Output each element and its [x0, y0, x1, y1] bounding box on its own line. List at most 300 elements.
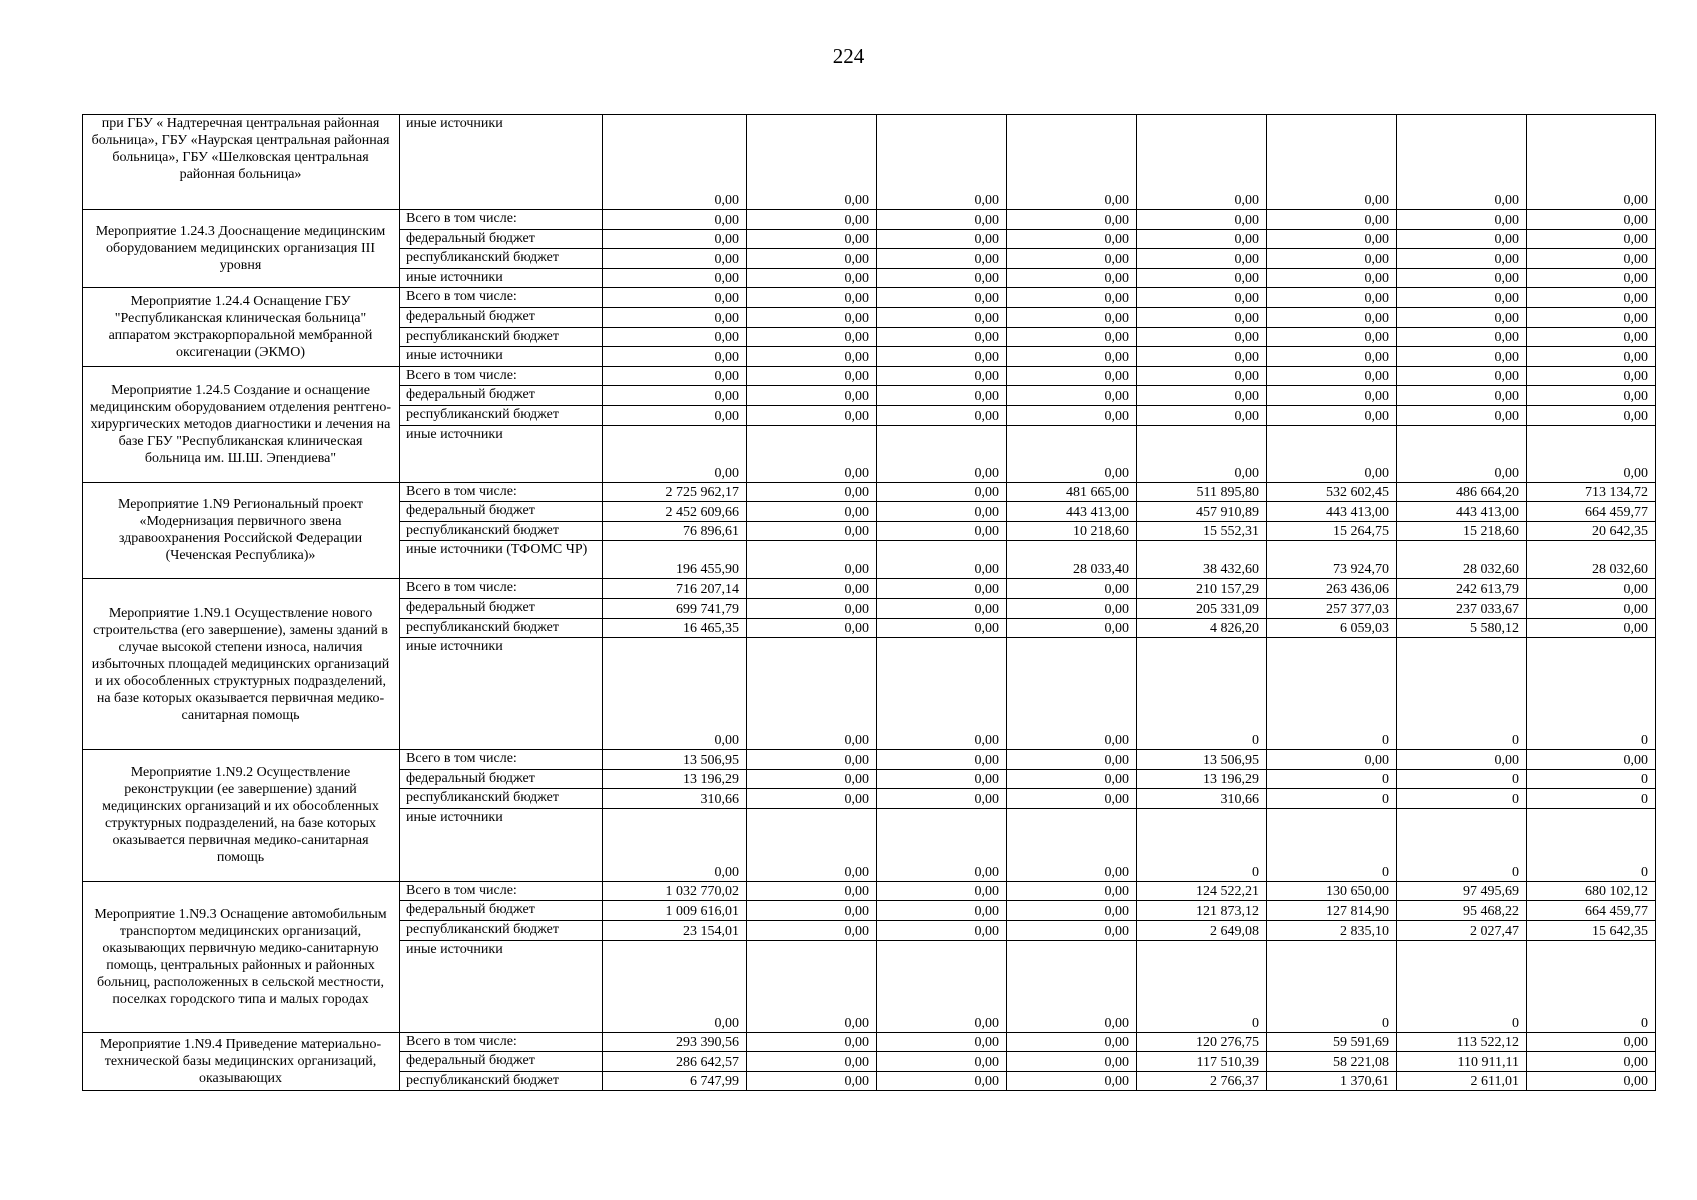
amount-cell: 0,00	[1007, 1071, 1137, 1091]
amount-cell: 0,00	[747, 210, 877, 230]
amount-cell: 0,00	[1007, 288, 1137, 308]
funding-source: федеральный бюджет	[400, 598, 603, 618]
funding-source: республиканский бюджет	[400, 921, 603, 941]
amount-cell: 28 032,60	[1397, 541, 1527, 579]
amount-cell: 0,00	[1527, 425, 1656, 482]
amount-cell: 0,00	[1137, 386, 1267, 406]
funding-source: иные источники	[400, 347, 603, 367]
table-row	[83, 750, 1656, 770]
amount-cell: 76 896,61	[603, 521, 747, 541]
amount-cell: 0,00	[603, 347, 747, 367]
amount-cell: 2 766,37	[1137, 1071, 1267, 1091]
amount-cell: 4 826,20	[1137, 618, 1267, 638]
amount-cell: 532 602,45	[1267, 482, 1397, 502]
funding-source: иные источники	[400, 425, 603, 482]
funding-source: Всего в том числе:	[400, 210, 603, 230]
amount-cell: 0,00	[877, 598, 1007, 618]
amount-cell: 0	[1527, 940, 1656, 1032]
amount-cell: 310,66	[603, 789, 747, 809]
amount-cell: 0,00	[747, 1052, 877, 1072]
amount-cell: 0,00	[877, 425, 1007, 482]
amount-cell: 443 413,00	[1267, 502, 1397, 522]
amount-cell: 5 580,12	[1397, 618, 1527, 638]
amount-cell: 13 196,29	[1137, 769, 1267, 789]
amount-cell: 0,00	[877, 405, 1007, 425]
amount-cell: 0,00	[1267, 405, 1397, 425]
amount-cell: 237 033,67	[1397, 598, 1527, 618]
amount-cell: 0	[1397, 940, 1527, 1032]
amount-cell: 15 642,35	[1527, 921, 1656, 941]
funding-source: федеральный бюджет	[400, 901, 603, 921]
amount-cell: 0,00	[747, 541, 877, 579]
table-row	[83, 288, 1656, 308]
amount-cell: 6 059,03	[1267, 618, 1397, 638]
amount-cell: 680 102,12	[1527, 881, 1656, 901]
table-row	[83, 115, 1656, 210]
amount-cell: 0,00	[1007, 115, 1137, 210]
amount-cell: 0,00	[877, 347, 1007, 367]
amount-cell: 130 650,00	[1267, 881, 1397, 901]
activity-title: Мероприятие 1.N9 Региональный проект «Модернизация первичного звена здравоохранения Российской Федерации (Чеченская Республика)»	[83, 482, 400, 579]
amount-cell: 0,00	[747, 307, 877, 327]
amount-cell: 0,00	[1397, 229, 1527, 249]
amount-cell: 1 009 616,01	[603, 901, 747, 921]
amount-cell: 0,00	[1007, 327, 1137, 347]
amount-cell: 0,00	[1267, 210, 1397, 230]
amount-cell: 0	[1267, 808, 1397, 881]
amount-cell: 1 032 770,02	[603, 881, 747, 901]
funding-source: республиканский бюджет	[400, 521, 603, 541]
amount-cell: 0,00	[1527, 1052, 1656, 1072]
amount-cell: 205 331,09	[1137, 598, 1267, 618]
amount-cell: 0	[1137, 638, 1267, 750]
amount-cell: 2 649,08	[1137, 921, 1267, 941]
funding-source: иные источники	[400, 638, 603, 750]
amount-cell: 0	[1267, 638, 1397, 750]
amount-cell: 286 642,57	[603, 1052, 747, 1072]
amount-cell: 0,00	[1397, 386, 1527, 406]
funding-source: республиканский бюджет	[400, 405, 603, 425]
amount-cell: 242 613,79	[1397, 579, 1527, 599]
amount-cell: 0	[1527, 638, 1656, 750]
amount-cell: 0,00	[1007, 579, 1137, 599]
amount-cell: 0,00	[1527, 405, 1656, 425]
funding-source: Всего в том числе:	[400, 482, 603, 502]
table-row	[83, 210, 1656, 230]
amount-cell: 0,00	[1397, 425, 1527, 482]
amount-cell: 58 221,08	[1267, 1052, 1397, 1072]
amount-cell: 0,00	[747, 579, 877, 599]
amount-cell: 0,00	[1007, 901, 1137, 921]
amount-cell: 0,00	[1137, 405, 1267, 425]
activity-title: Мероприятие 1.N9.3 Оснащение автомобильным транспортом медицинских организаций, оказывающих первичную медико-санитарную помощь, центральных районных и районных больниц, расположенных в сельской местности, поселках городского типа и малых городах	[83, 881, 400, 1032]
amount-cell: 0,00	[877, 366, 1007, 386]
amount-cell: 0,00	[1007, 210, 1137, 230]
amount-cell: 486 664,20	[1397, 482, 1527, 502]
amount-cell: 0,00	[1267, 288, 1397, 308]
amount-cell: 0,00	[1007, 307, 1137, 327]
amount-cell: 120 276,75	[1137, 1032, 1267, 1052]
amount-cell: 0,00	[1007, 366, 1137, 386]
amount-cell: 0,00	[1007, 638, 1137, 750]
activity-title: при ГБУ « Надтеречная центральная районная больница», ГБУ «Наурская центральная районная больница», ГБУ «Шелковская центральная районная больница»	[83, 115, 400, 210]
amount-cell: 0,00	[1137, 115, 1267, 210]
amount-cell: 0,00	[1007, 405, 1137, 425]
amount-cell: 0,00	[1137, 307, 1267, 327]
amount-cell: 0	[1397, 638, 1527, 750]
amount-cell: 0,00	[747, 347, 877, 367]
amount-cell: 0,00	[747, 789, 877, 809]
amount-cell: 0,00	[747, 921, 877, 941]
amount-cell: 0,00	[747, 598, 877, 618]
amount-cell: 0,00	[877, 327, 1007, 347]
funding-source: республиканский бюджет	[400, 249, 603, 269]
amount-cell: 0,00	[1267, 750, 1397, 770]
amount-cell: 0,00	[877, 618, 1007, 638]
amount-cell: 0,00	[603, 288, 747, 308]
amount-cell: 0,00	[1527, 288, 1656, 308]
amount-cell: 0,00	[877, 502, 1007, 522]
amount-cell: 0	[1137, 940, 1267, 1032]
amount-cell: 117 510,39	[1137, 1052, 1267, 1072]
amount-cell: 443 413,00	[1007, 502, 1137, 522]
amount-cell: 0,00	[1137, 268, 1267, 288]
amount-cell: 0,00	[603, 638, 747, 750]
amount-cell: 0,00	[747, 1071, 877, 1091]
amount-cell: 0,00	[1137, 210, 1267, 230]
amount-cell: 0,00	[1397, 307, 1527, 327]
amount-cell: 0,00	[747, 769, 877, 789]
amount-cell: 2 835,10	[1267, 921, 1397, 941]
amount-cell: 95 468,22	[1397, 901, 1527, 921]
amount-cell: 0,00	[603, 229, 747, 249]
amount-cell: 0,00	[747, 1032, 877, 1052]
funding-source: иные источники	[400, 808, 603, 881]
amount-cell: 0,00	[877, 579, 1007, 599]
amount-cell: 0,00	[1397, 210, 1527, 230]
amount-cell: 0,00	[603, 366, 747, 386]
amount-cell: 0,00	[1007, 769, 1137, 789]
amount-cell: 13 506,95	[603, 750, 747, 770]
amount-cell: 664 459,77	[1527, 901, 1656, 921]
amount-cell: 0,00	[1397, 750, 1527, 770]
amount-cell: 28 033,40	[1007, 541, 1137, 579]
amount-cell: 0,00	[1007, 268, 1137, 288]
amount-cell: 0,00	[877, 386, 1007, 406]
amount-cell: 0,00	[877, 638, 1007, 750]
amount-cell: 0,00	[1137, 249, 1267, 269]
amount-cell: 0,00	[603, 327, 747, 347]
amount-cell: 0,00	[1397, 288, 1527, 308]
amount-cell: 0,00	[1527, 1032, 1656, 1052]
amount-cell: 0,00	[1007, 249, 1137, 269]
amount-cell: 0,00	[747, 808, 877, 881]
amount-cell: 0,00	[1267, 386, 1397, 406]
amount-cell: 23 154,01	[603, 921, 747, 941]
activity-title: Мероприятие 1.N9.4 Приведение материально-технической базы медицинских организаций, оказывающих	[83, 1032, 400, 1091]
amount-cell: 664 459,77	[1527, 502, 1656, 522]
amount-cell: 0,00	[877, 288, 1007, 308]
funding-source: Всего в том числе:	[400, 366, 603, 386]
amount-cell: 0,00	[1527, 229, 1656, 249]
funding-source: Всего в том числе:	[400, 579, 603, 599]
amount-cell: 0,00	[877, 210, 1007, 230]
amount-cell: 0,00	[1527, 579, 1656, 599]
amount-cell: 0,00	[1397, 249, 1527, 269]
amount-cell: 2 452 609,66	[603, 502, 747, 522]
funding-source: Всего в том числе:	[400, 1032, 603, 1052]
amount-cell: 0,00	[603, 425, 747, 482]
amount-cell: 0,00	[877, 1052, 1007, 1072]
amount-cell: 121 873,12	[1137, 901, 1267, 921]
amount-cell: 0,00	[747, 521, 877, 541]
amount-cell: 0,00	[877, 769, 1007, 789]
amount-cell: 0,00	[1267, 268, 1397, 288]
amount-cell: 0,00	[1137, 327, 1267, 347]
amount-cell: 0,00	[877, 482, 1007, 502]
amount-cell: 110 911,11	[1397, 1052, 1527, 1072]
amount-cell: 0	[1137, 808, 1267, 881]
amount-cell: 0	[1397, 789, 1527, 809]
amount-cell: 0,00	[1397, 115, 1527, 210]
budget-table-body	[83, 115, 1656, 1091]
amount-cell: 0,00	[1267, 425, 1397, 482]
amount-cell: 59 591,69	[1267, 1032, 1397, 1052]
amount-cell: 0,00	[1397, 268, 1527, 288]
amount-cell: 0,00	[1527, 750, 1656, 770]
amount-cell: 0,00	[1007, 808, 1137, 881]
amount-cell: 0,00	[1007, 229, 1137, 249]
amount-cell: 443 413,00	[1397, 502, 1527, 522]
amount-cell: 0,00	[747, 386, 877, 406]
amount-cell: 0,00	[1267, 327, 1397, 347]
amount-cell: 0	[1527, 769, 1656, 789]
funding-source: республиканский бюджет	[400, 327, 603, 347]
funding-source: федеральный бюджет	[400, 229, 603, 249]
amount-cell: 511 895,80	[1137, 482, 1267, 502]
amount-cell: 0,00	[1267, 307, 1397, 327]
table-row	[83, 881, 1656, 901]
amount-cell: 0,00	[1007, 386, 1137, 406]
activity-title: Мероприятие 1.N9.1 Осуществление нового строительства (его завершение), замены зданий в случае высокой степени износа, наличия избыточных площадей медицинских организаций и их обособленных структурных подразделений, на базе которых оказывается первичная медико-санитарная помощь	[83, 579, 400, 750]
amount-cell: 0,00	[877, 808, 1007, 881]
amount-cell: 0,00	[603, 268, 747, 288]
amount-cell: 0,00	[1137, 425, 1267, 482]
amount-cell: 13 506,95	[1137, 750, 1267, 770]
amount-cell: 0,00	[877, 229, 1007, 249]
amount-cell: 0,00	[1397, 405, 1527, 425]
amount-cell: 10 218,60	[1007, 521, 1137, 541]
amount-cell: 0,00	[877, 750, 1007, 770]
amount-cell: 263 436,06	[1267, 579, 1397, 599]
page-number: 224	[832, 44, 865, 68]
amount-cell: 210 157,29	[1137, 579, 1267, 599]
funding-source: федеральный бюджет	[400, 1052, 603, 1072]
amount-cell: 0,00	[1527, 210, 1656, 230]
funding-source: Всего в том числе:	[400, 881, 603, 901]
amount-cell: 0,00	[1007, 1052, 1137, 1072]
amount-cell: 0,00	[1527, 598, 1656, 618]
budget-table	[82, 114, 1656, 1091]
amount-cell: 124 522,21	[1137, 881, 1267, 901]
table-row	[83, 482, 1656, 502]
funding-source: Всего в том числе:	[400, 750, 603, 770]
amount-cell: 0,00	[1267, 229, 1397, 249]
funding-source: республиканский бюджет	[400, 618, 603, 638]
amount-cell: 0,00	[877, 268, 1007, 288]
amount-cell: 2 027,47	[1397, 921, 1527, 941]
amount-cell: 13 196,29	[603, 769, 747, 789]
amount-cell: 0,00	[603, 249, 747, 269]
amount-cell: 0,00	[877, 115, 1007, 210]
amount-cell: 0,00	[603, 210, 747, 230]
amount-cell: 0,00	[747, 638, 877, 750]
amount-cell: 20 642,35	[1527, 521, 1656, 541]
amount-cell: 0,00	[1527, 115, 1656, 210]
amount-cell: 0,00	[877, 541, 1007, 579]
amount-cell: 0,00	[1527, 618, 1656, 638]
activity-title: Мероприятие 1.24.4 Оснащение ГБУ "Республиканская клиническая больница" аппаратом экстракорпоральной мембранной оксигенации (ЭКМО)	[83, 288, 400, 366]
amount-cell: 0,00	[747, 881, 877, 901]
amount-cell: 28 032,60	[1527, 541, 1656, 579]
amount-cell: 2 725 962,17	[603, 482, 747, 502]
funding-source: иные источники	[400, 268, 603, 288]
activity-title: Мероприятие 1.N9.2 Осуществление реконструкции (ее завершение) зданий медицинских организаций и их обособленных структурных подразделений, на базе которых оказывается первичная медико-санитарная помощь	[83, 750, 400, 882]
amount-cell: 713 134,72	[1527, 482, 1656, 502]
funding-source: федеральный бюджет	[400, 386, 603, 406]
amount-cell: 0,00	[1397, 366, 1527, 386]
table-row	[83, 1032, 1656, 1052]
amount-cell: 0,00	[1527, 386, 1656, 406]
amount-cell: 113 522,12	[1397, 1032, 1527, 1052]
amount-cell: 0,00	[1267, 249, 1397, 269]
activity-title: Мероприятие 1.24.3 Дооснащение медицинским оборудованием медицинских организация III уровня	[83, 210, 400, 288]
amount-cell: 127 814,90	[1267, 901, 1397, 921]
amount-cell: 16 465,35	[603, 618, 747, 638]
amount-cell: 0	[1397, 769, 1527, 789]
funding-source: иные источники (ТФОМС ЧР)	[400, 541, 603, 579]
amount-cell: 0,00	[747, 482, 877, 502]
amount-cell: 196 455,90	[603, 541, 747, 579]
funding-source: федеральный бюджет	[400, 769, 603, 789]
amount-cell: 0,00	[603, 808, 747, 881]
amount-cell: 0,00	[747, 940, 877, 1032]
amount-cell: 699 741,79	[603, 598, 747, 618]
amount-cell: 0,00	[747, 405, 877, 425]
amount-cell: 0,00	[877, 940, 1007, 1032]
amount-cell: 38 432,60	[1137, 541, 1267, 579]
amount-cell: 0,00	[747, 229, 877, 249]
table-row	[83, 579, 1656, 599]
amount-cell: 15 218,60	[1397, 521, 1527, 541]
amount-cell: 15 552,31	[1137, 521, 1267, 541]
amount-cell: 0	[1527, 808, 1656, 881]
amount-cell: 0,00	[747, 901, 877, 921]
amount-cell: 0,00	[1007, 921, 1137, 941]
amount-cell: 0,00	[1527, 1071, 1656, 1091]
amount-cell: 0,00	[603, 386, 747, 406]
amount-cell: 0,00	[1007, 750, 1137, 770]
amount-cell: 0	[1527, 789, 1656, 809]
amount-cell: 0,00	[1007, 1032, 1137, 1052]
amount-cell: 0,00	[877, 901, 1007, 921]
amount-cell: 0,00	[1007, 347, 1137, 367]
amount-cell: 0,00	[747, 327, 877, 347]
amount-cell: 0	[1267, 769, 1397, 789]
amount-cell: 0,00	[877, 521, 1007, 541]
activity-title: Мероприятие 1.24.5 Создание и оснащение медицинским оборудованием отделения рентгено-хирургических методов диагностики и лечения на базе ГБУ "Республиканская клиническая больница им. Ш.Ш. Эпендиева"	[83, 366, 400, 482]
amount-cell: 0	[1267, 789, 1397, 809]
amount-cell: 0,00	[747, 366, 877, 386]
amount-cell: 0,00	[603, 940, 747, 1032]
amount-cell: 0,00	[1527, 307, 1656, 327]
amount-cell: 0,00	[1527, 249, 1656, 269]
amount-cell: 0	[1397, 808, 1527, 881]
amount-cell: 0,00	[877, 921, 1007, 941]
amount-cell: 457 910,89	[1137, 502, 1267, 522]
amount-cell: 0,00	[877, 881, 1007, 901]
amount-cell: 0,00	[1137, 288, 1267, 308]
amount-cell: 0,00	[877, 789, 1007, 809]
amount-cell: 0,00	[1137, 366, 1267, 386]
amount-cell: 0,00	[1137, 229, 1267, 249]
amount-cell: 0,00	[747, 268, 877, 288]
amount-cell: 0,00	[1527, 268, 1656, 288]
amount-cell: 15 264,75	[1267, 521, 1397, 541]
amount-cell: 0,00	[747, 502, 877, 522]
amount-cell: 1 370,61	[1267, 1071, 1397, 1091]
amount-cell: 0,00	[1527, 327, 1656, 347]
amount-cell: 0,00	[747, 425, 877, 482]
amount-cell: 0,00	[747, 750, 877, 770]
amount-cell: 0,00	[877, 307, 1007, 327]
amount-cell: 0,00	[877, 1032, 1007, 1052]
amount-cell: 0,00	[1527, 347, 1656, 367]
amount-cell: 0,00	[877, 249, 1007, 269]
amount-cell: 0,00	[1007, 618, 1137, 638]
amount-cell: 0,00	[747, 115, 877, 210]
amount-cell: 0,00	[1007, 598, 1137, 618]
amount-cell: 0,00	[1267, 347, 1397, 367]
funding-source: республиканский бюджет	[400, 789, 603, 809]
amount-cell: 0	[1267, 940, 1397, 1032]
amount-cell: 6 747,99	[603, 1071, 747, 1091]
amount-cell: 0,00	[877, 1071, 1007, 1091]
amount-cell: 0,00	[603, 405, 747, 425]
amount-cell: 0,00	[747, 249, 877, 269]
amount-cell: 0,00	[1007, 940, 1137, 1032]
amount-cell: 310,66	[1137, 789, 1267, 809]
amount-cell: 481 665,00	[1007, 482, 1137, 502]
amount-cell: 0,00	[1007, 425, 1137, 482]
amount-cell: 73 924,70	[1267, 541, 1397, 579]
funding-source: иные источники	[400, 115, 603, 210]
funding-source: федеральный бюджет	[400, 502, 603, 522]
funding-source: иные источники	[400, 940, 603, 1032]
amount-cell: 0,00	[603, 115, 747, 210]
amount-cell: 0,00	[1007, 881, 1137, 901]
amount-cell: 97 495,69	[1397, 881, 1527, 901]
amount-cell: 0,00	[1267, 115, 1397, 210]
amount-cell: 0,00	[1267, 366, 1397, 386]
amount-cell: 0,00	[1137, 347, 1267, 367]
amount-cell: 0,00	[1007, 789, 1137, 809]
amount-cell: 257 377,03	[1267, 598, 1397, 618]
amount-cell: 0,00	[1397, 327, 1527, 347]
table-row	[83, 366, 1656, 386]
amount-cell: 0,00	[603, 307, 747, 327]
amount-cell: 0,00	[747, 618, 877, 638]
